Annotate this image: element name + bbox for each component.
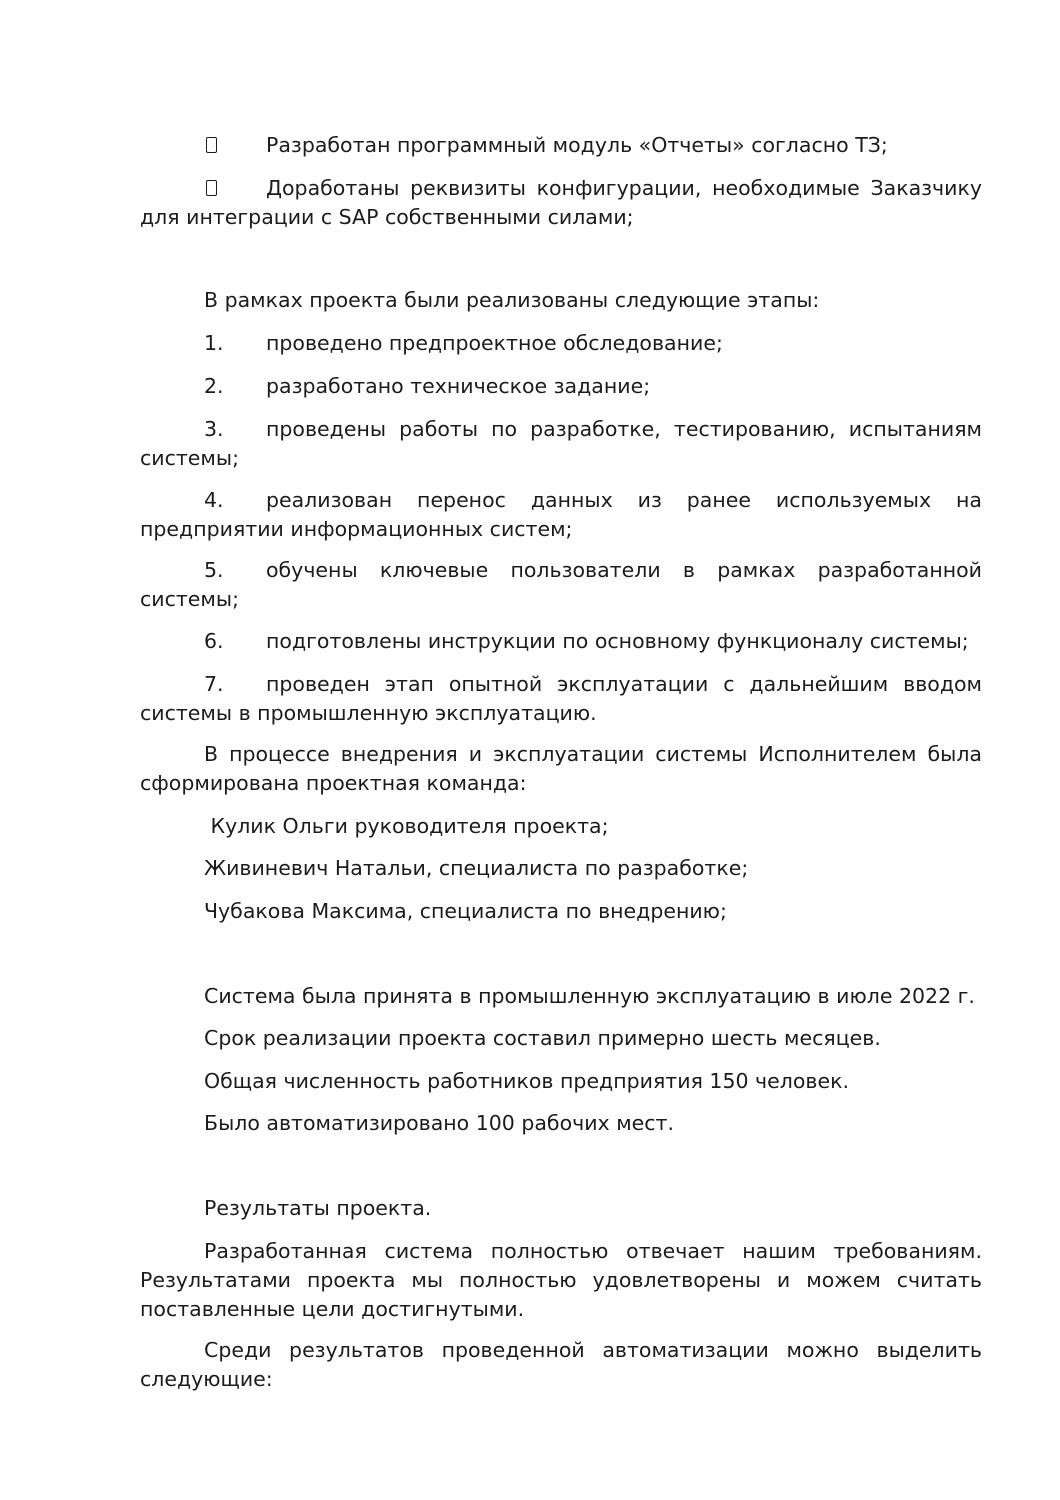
stage-text: обучены ключевые пользователи в рамках разработанной системы; — [140, 558, 982, 611]
stage-text: подготовлены инструкции по основному функционалу системы; — [266, 629, 969, 653]
bullet-item — [140, 131, 982, 160]
results-paragraph: Разработанная система полностью отвечает нашим требованиям. Результатами проекта мы полностью удовлетворены и можем считать поставленные цели достигнутыми. — [140, 1239, 982, 1321]
team-intro: В процессе внедрения и эксплуатации системы Исполнителем была сформирована проектная команда: — [140, 742, 982, 795]
stage-item — [140, 556, 982, 614]
fact-line: Система была принята в промышленную эксплуатацию в июле 2022 г. — [204, 984, 975, 1008]
team-member: Чубакова Максима, специалиста по внедрению; — [204, 899, 727, 923]
stage-number: 7. — [204, 672, 224, 696]
results-heading: Результаты проекта. — [204, 1196, 432, 1220]
bullet-text: Разработан программный модуль «Отчеты» согласно ТЗ; — [266, 133, 888, 157]
fact-line: Срок реализации проекта составил примерно шесть месяцев. — [204, 1026, 881, 1050]
stage-text: проведен этап опытной эксплуатации с дальнейшим вводом системы в промышленную эксплуатацию. — [140, 672, 982, 725]
stage-item — [140, 372, 982, 401]
stage-text: проведено предпроектное обследование; — [266, 331, 723, 355]
team-member: Живиневич Натальи, специалиста по разработке; — [204, 856, 749, 880]
stage-text: проведены работы по разработке, тестированию, испытаниям системы; — [140, 417, 982, 470]
fact-line: Общая численность работников предприятия 150 человек. — [204, 1069, 850, 1093]
team-member: Кулик Ольги руководителя проекта; — [204, 814, 609, 838]
results-list-intro: Среди результатов проведенной автоматизации можно выделить следующие: — [140, 1338, 982, 1391]
fact-line: Было автоматизировано 100 рабочих мест. — [204, 1111, 675, 1135]
checkbox-bullet-icon — [204, 131, 266, 160]
stage-item — [140, 670, 982, 728]
stage-item — [140, 415, 982, 473]
stages-intro: В рамках проекта были реализованы следующие этапы: — [204, 288, 820, 312]
checkbox-bullet-icon — [204, 174, 266, 203]
bullet-text: Доработаны реквизиты конфигурации, необходимые Заказчику для интеграции с SAP собственными силами; — [140, 176, 982, 229]
stage-number: 2. — [204, 374, 224, 398]
stage-text: реализован перенос данных из ранее используемых на предприятии информационных систем; — [140, 488, 982, 541]
stage-number: 5. — [204, 558, 224, 582]
stage-number: 6. — [204, 629, 224, 653]
stage-item — [140, 329, 982, 358]
stage-item — [140, 627, 982, 656]
bullet-item — [140, 174, 982, 232]
stage-item — [140, 486, 982, 544]
stage-number: 3. — [204, 417, 224, 441]
stage-number: 4. — [204, 488, 224, 512]
stage-number: 1. — [204, 331, 224, 355]
stage-text: разработано техническое задание; — [266, 374, 651, 398]
